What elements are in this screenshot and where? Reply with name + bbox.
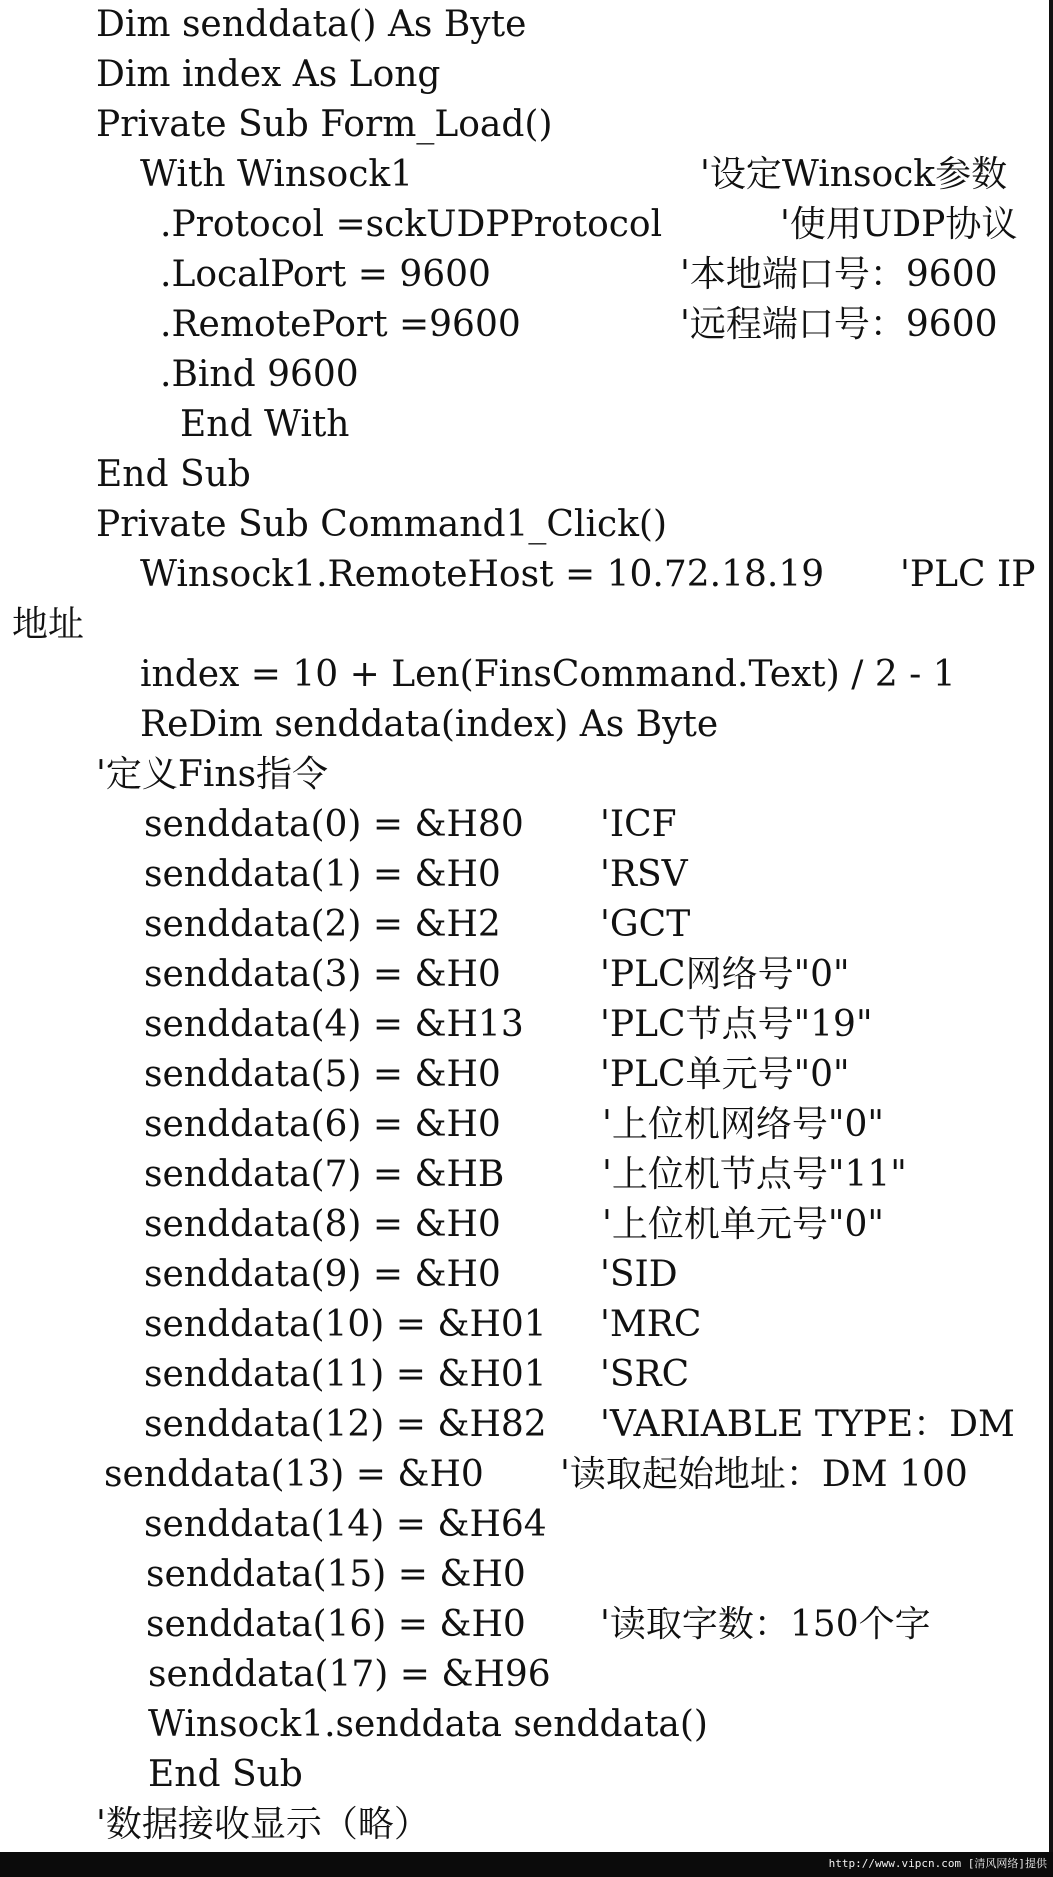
- code-line: senddata(3) = &H0: [144, 954, 501, 995]
- code-comment: '读取字数：150个字: [600, 1604, 931, 1645]
- code-comment: '使用UDP协议: [780, 204, 1018, 245]
- code-line: With Winsock1: [140, 154, 414, 195]
- code-line: senddata(4) = &H13: [144, 1004, 524, 1045]
- code-line: senddata(16) = &H0: [146, 1604, 526, 1645]
- code-line: .RemotePort =9600: [160, 304, 521, 345]
- code-line: senddata(11) = &H01: [144, 1354, 547, 1395]
- code-line: senddata(17) = &H96: [148, 1654, 551, 1695]
- code-line: Winsock1.RemoteHost = 10.72.18.19: [140, 554, 825, 595]
- code-line: senddata(7) = &HB: [144, 1154, 505, 1195]
- code-line: index = 10 + Len(FinsCommand.Text) / 2 - 1: [140, 654, 956, 695]
- code-line: End Sub: [96, 454, 251, 495]
- code-comment: 'PLC节点号"19": [600, 1004, 873, 1045]
- code-line: senddata(15) = &H0: [146, 1554, 526, 1595]
- code-line: senddata(1) = &H0: [144, 854, 501, 895]
- code-comment: '数据接收显示（略）: [96, 1804, 430, 1845]
- code-line: senddata(10) = &H01: [144, 1304, 547, 1345]
- code-comment: 'PLC IP: [900, 554, 1036, 595]
- code-comment: 'RSV: [600, 854, 688, 895]
- code-comment: 'VARIABLE TYPE：DM: [600, 1404, 1015, 1445]
- code-line: 地址: [12, 604, 85, 645]
- code-line: senddata(9) = &H0: [144, 1254, 501, 1295]
- code-comment: '上位机节点号"11": [602, 1154, 907, 1195]
- code-comment: '上位机网络号"0": [602, 1104, 884, 1145]
- code-line: Private Sub Form_Load(): [96, 104, 553, 145]
- code-line: .Protocol =sckUDPProtocol: [160, 204, 663, 245]
- code-line: senddata(0) = &H80: [144, 804, 524, 845]
- code-comment: 'SID: [600, 1254, 678, 1295]
- code-line: ReDim senddata(index) As Byte: [140, 704, 719, 745]
- code-line: End With: [180, 404, 350, 445]
- code-line: Winsock1.senddata senddata(): [148, 1704, 708, 1745]
- code-line: senddata(6) = &H0: [144, 1104, 501, 1145]
- code-comment: '上位机单元号"0": [602, 1204, 884, 1245]
- code-comment: '远程端口号：9600: [680, 304, 998, 345]
- code-comment: 'GCT: [600, 904, 691, 945]
- footer-bar: [0, 1852, 1053, 1877]
- watermark-text: http://www.vipcn.com [清风网络]提供: [828, 1857, 1047, 1870]
- code-comment: 'ICF: [600, 804, 677, 845]
- code-line: .LocalPort = 9600: [160, 254, 491, 295]
- code-line: senddata(5) = &H0: [144, 1054, 501, 1095]
- code-line: senddata(2) = &H2: [144, 904, 501, 945]
- code-comment: 'PLC单元号"0": [600, 1054, 850, 1095]
- code-comment: '读取起始地址：DM 100: [560, 1454, 968, 1495]
- code-line: senddata(8) = &H0: [144, 1204, 501, 1245]
- code-line: Private Sub Command1_Click(): [96, 504, 668, 545]
- code-line: Dim senddata() As Byte: [96, 4, 527, 45]
- code-comment: '设定Winsock参数: [700, 154, 1008, 195]
- code-line: senddata(12) = &H82: [144, 1404, 547, 1445]
- code-comment: 'PLC网络号"0": [600, 954, 850, 995]
- code-line: .Bind 9600: [160, 354, 359, 395]
- code-comment: 'SRC: [600, 1354, 690, 1395]
- code-comment: 'MRC: [600, 1304, 702, 1345]
- code-comment: '定义Fins指令: [96, 754, 329, 795]
- code-line: senddata(14) = &H64: [144, 1504, 547, 1545]
- code-line: End Sub: [148, 1754, 303, 1795]
- code-line: Dim index As Long: [96, 54, 441, 95]
- code-line: senddata(13) = &H0: [104, 1454, 484, 1495]
- code-comment: '本地端口号：9600: [680, 254, 998, 295]
